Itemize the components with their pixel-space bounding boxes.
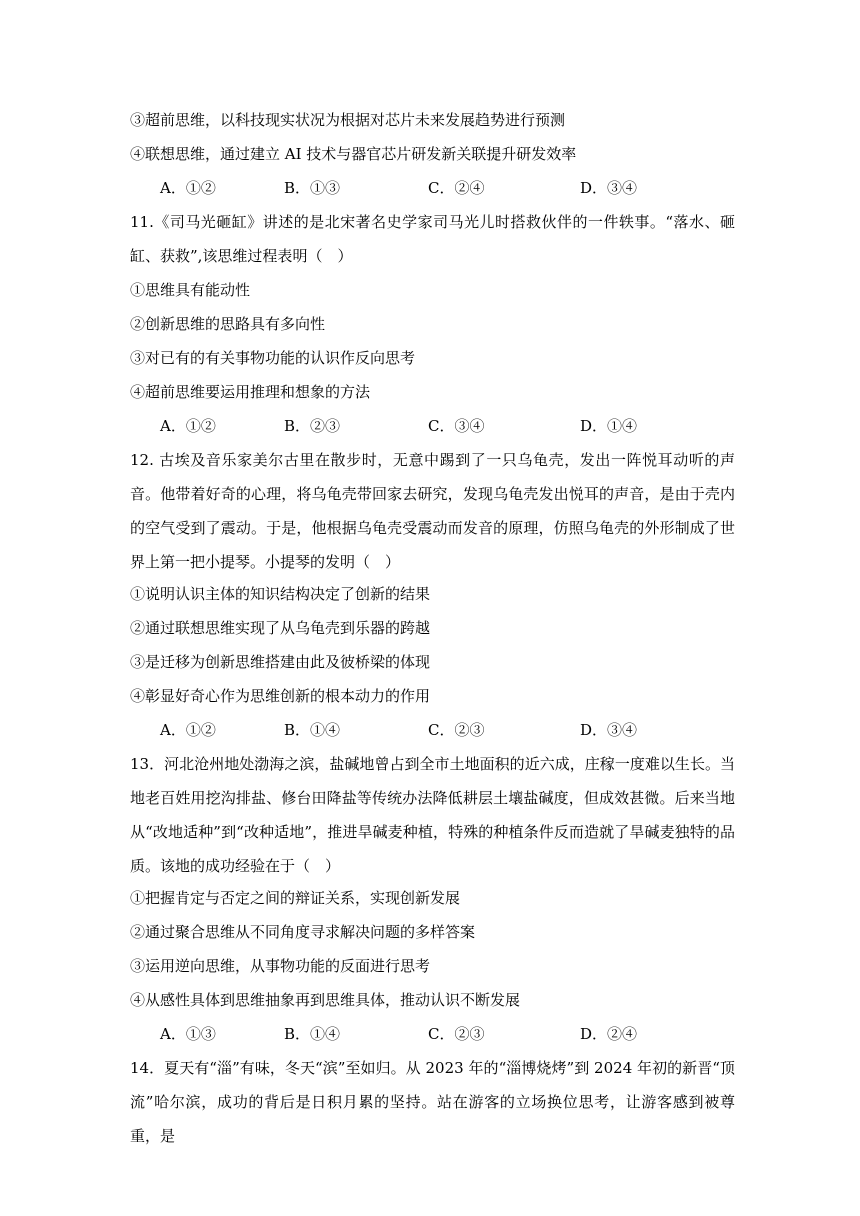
q10-option-b[interactable]: B．①③ (284, 179, 341, 197)
q14-stem: 14．夏天有“淄”有味，冬天“滨”至如归。从 2023 年的“淄博烧烤”到 2024 年初的新晋“顶流”哈尔滨，成功的背后是日积月累的坚持。站在游客的立场换位思考，让游客感到被尊重，是 (130, 1059, 735, 1145)
q11-item-1: ①思维具有能动性 (130, 281, 251, 299)
q12-option-d[interactable]: D．③④ (580, 721, 638, 739)
q12-item-1: ①说明认识主体的知识结构决定了创新的结果 (130, 585, 431, 603)
q11-option-a[interactable]: A．①② (160, 417, 216, 435)
q10-option-d[interactable]: D．③④ (580, 179, 638, 197)
q13-item-3: ③运用逆向思维，从事物功能的反面进行思考 (130, 957, 431, 975)
q13-item-4: ④从感性具体到思维抽象再到思维具体，推动认识不断发展 (130, 991, 521, 1009)
q13-option-b[interactable]: B．①④ (284, 1025, 341, 1043)
q11-options (160, 416, 720, 436)
q10-option-c[interactable]: C．②④ (428, 179, 485, 197)
q12-item-4: ④彰显好奇心作为思维创新的根本动力的作用 (130, 687, 431, 705)
q11-item-3: ③对已有的有关事物功能的认识作反向思考 (130, 349, 416, 367)
q11-item-4: ④超前思维要运用推理和想象的方法 (130, 383, 371, 401)
q11-option-c[interactable]: C．③④ (428, 417, 485, 435)
q12-item-3: ③是迁移为创新思维搭建由此及彼桥梁的体现 (130, 653, 431, 671)
q12-option-b[interactable]: B．①④ (284, 721, 341, 739)
q11-option-d[interactable]: D．①④ (580, 417, 638, 435)
q11-item-2: ②创新思维的思路具有多向性 (130, 315, 326, 333)
q13-item-1: ①把握肯定与否定之间的辩证关系，实现创新发展 (130, 889, 461, 907)
q12-option-c[interactable]: C．②③ (428, 721, 485, 739)
q13-option-c[interactable]: C．②③ (428, 1025, 485, 1043)
q13-option-a[interactable]: A．①③ (160, 1025, 216, 1043)
q11-option-b[interactable]: B．②③ (284, 417, 341, 435)
q10-option-a[interactable]: A．①② (160, 179, 216, 197)
q10-item-4: ④联想思维，通过建立 AI 技术与器官芯片研发新关联提升研发效率 (130, 145, 577, 163)
q13-option-d[interactable]: D．②④ (580, 1025, 638, 1043)
q12-stem: 12. 古埃及音乐家美尔古里在散步时，无意中踢到了一只乌龟壳，发出一阵悦耳动听的声音。他带着好奇的心理，将乌龟壳带回家去研究，发现乌龟壳发出悦耳的声音，是由于壳内的空气受到了震动。于是，他根据乌龟壳受震动而发音的原理，仿照乌龟壳的外形制成了世界上第一把小提琴。小提琴的发明（ ） (130, 451, 735, 571)
q13-options (160, 1024, 720, 1044)
q12-options (160, 720, 720, 740)
q13-item-2: ②通过聚合思维从不同角度寻求解决问题的多样答案 (130, 923, 476, 941)
q12-item-2: ②通过联想思维实现了从乌龟壳到乐器的跨越 (130, 619, 431, 637)
q13-stem: 13．河北沧州地处渤海之滨，盐碱地曾占到全市土地面积的近六成，庄稼一度难以生长。当地老百姓用挖沟排盐、修台田降盐等传统办法降低耕层土壤盐碱度，但成效甚微。后来当地从“改地适种”到“改种适地”，推进旱碱麦种植，特殊的种植条件反而造就了旱碱麦独特的品质。该地的成功经验在于（ ） (130, 755, 735, 875)
q10-item-3: ③超前思维，以科技现实状况为根据对芯片未来发展趋势进行预测 (130, 111, 566, 129)
q12-option-a[interactable]: A．①② (160, 721, 216, 739)
q11-stem: 11.《司马光砸缸》讲述的是北宋著名史学家司马光儿时搭救伙伴的一件轶事。“落水、砸缸、获救”,该思维过程表明（ ） (130, 213, 735, 265)
q10-options (160, 178, 720, 198)
